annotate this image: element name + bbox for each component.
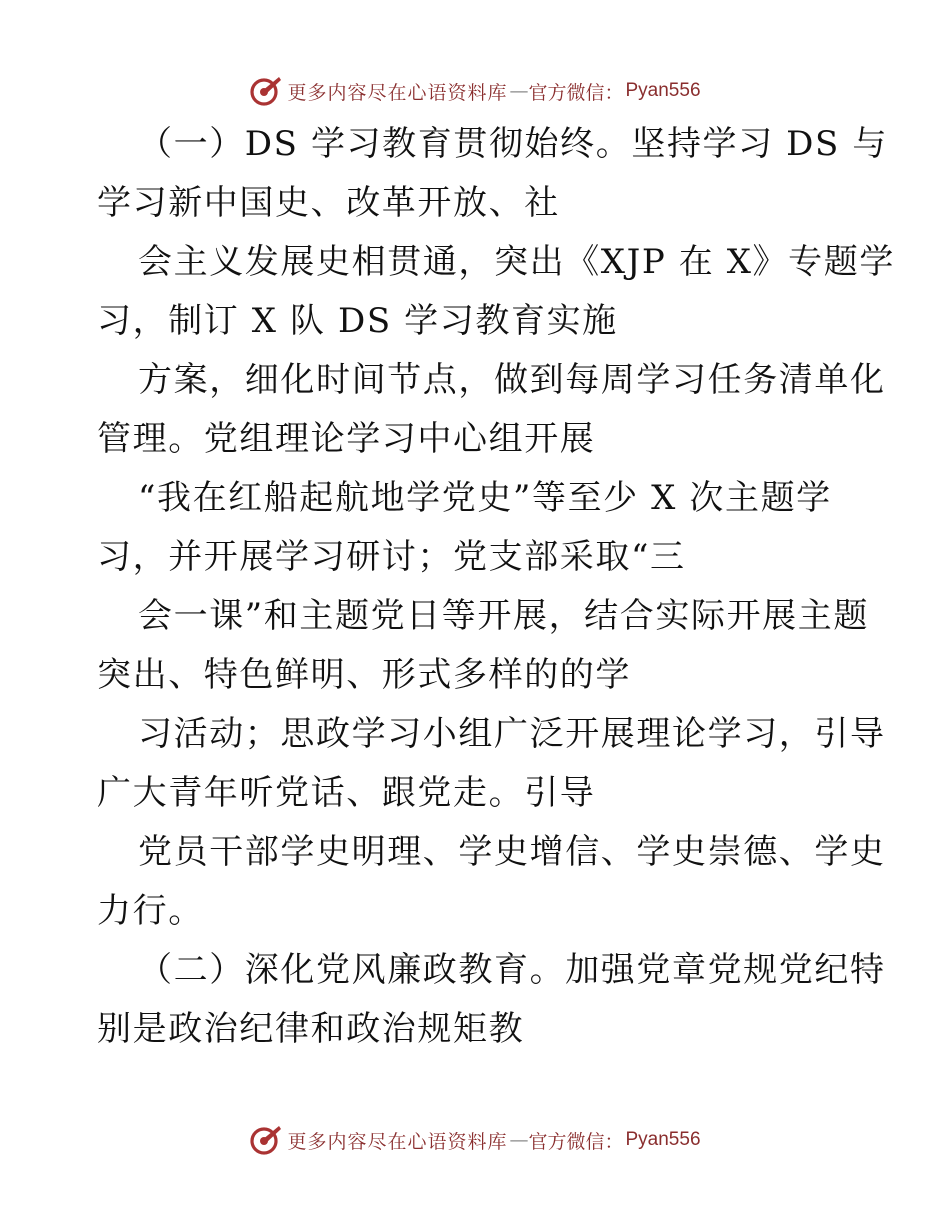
watermark-separator: —: [509, 1129, 529, 1151]
text-line: 突出、特色鲜明、形式多样的的学: [97, 655, 631, 695]
text-line: 方案，细化时间节点，做到每周学习任务清单化: [138, 360, 886, 400]
text-line: 会主义发展史相贯通，突出《XJP 在 X》专题学: [138, 242, 895, 282]
text-line: 会一课”和主题党日等开展，结合实际开展主题: [138, 596, 869, 636]
brand-logo-icon: [249, 74, 283, 108]
text-line: 党员干部学史明理、学史增信、学史崇德、学史: [138, 832, 886, 872]
text-line: 广大青年听党话、跟党走。引导: [97, 773, 596, 813]
watermark-wechat-id: Pyan556: [625, 80, 701, 101]
text-line: 力行。: [97, 891, 204, 931]
watermark-text: 更多内容尽在心语资料库: [287, 1130, 508, 1153]
watermark-header: [0, 71, 950, 111]
watermark-text: 更多内容尽在心语资料库: [287, 81, 508, 104]
text-line: （一）DS 学习教育贯彻始终。坚持学习 DS 与: [138, 124, 888, 164]
text-line: 习活动；思政学习小组广泛开展理论学习，引导: [138, 714, 886, 754]
watermark-wechat-id: Pyan556: [625, 1129, 701, 1150]
watermark-separator: —: [509, 80, 529, 102]
brand-logo-icon: [249, 1123, 283, 1157]
text-line: “我在红船起航地学党史”等至少 X 次主题学: [138, 478, 832, 518]
text-line: 学习新中国史、改革开放、社: [97, 183, 560, 223]
watermark-wechat-label: 官方微信：: [528, 1130, 624, 1153]
watermark-wechat-label: 官方微信：: [528, 81, 624, 104]
text-line: （二）深化党风廉政教育。加强党章党规党纪特: [138, 950, 886, 990]
text-line: 管理。党组理论学习中心组开展: [97, 419, 596, 459]
text-line: 别是政治纪律和政治规矩教: [97, 1009, 525, 1049]
text-line: 习，并开展学习研讨；党支部采取“三: [97, 537, 686, 577]
watermark-footer: [0, 1120, 950, 1160]
text-line: 习，制订 X 队 DS 学习教育实施: [97, 301, 618, 341]
